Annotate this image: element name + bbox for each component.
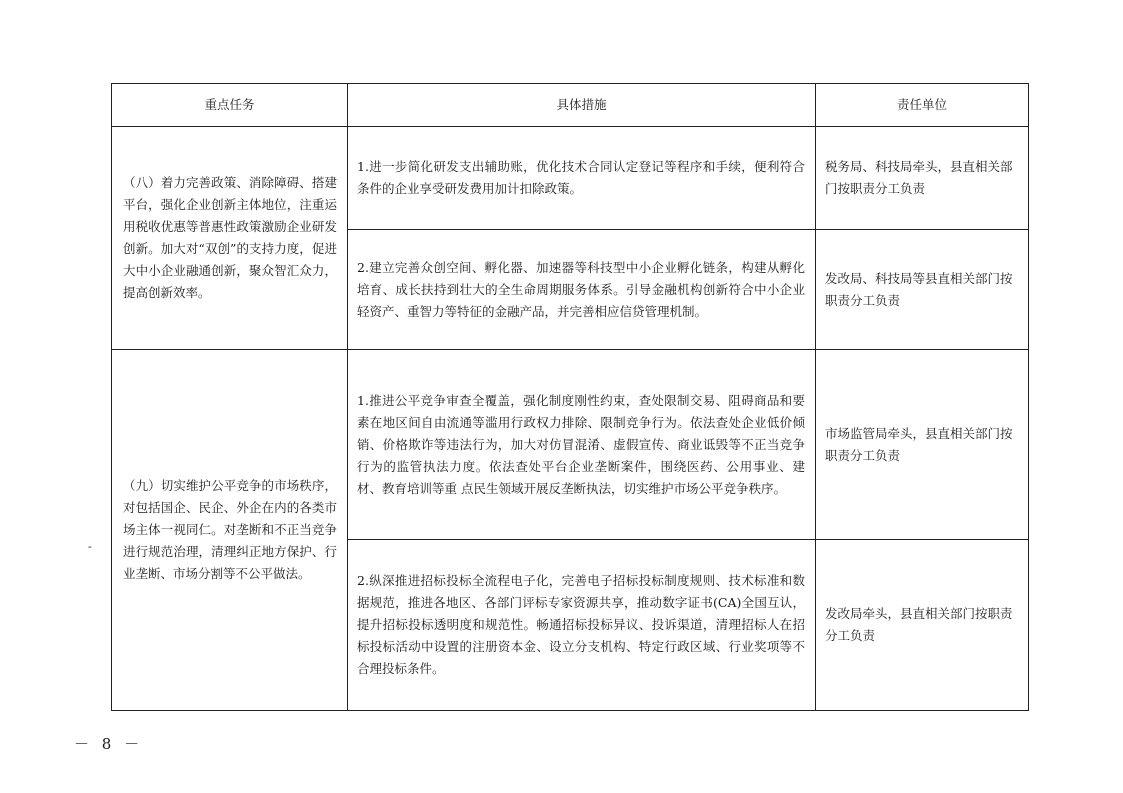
measure-text: 1.进一步简化研发支出辅助账，优化技术合同认定登记等程序和手续，便利符合条件的企业享受研发费用加计扣除政策。	[357, 159, 805, 196]
unit-cell	[816, 540, 1029, 711]
header-responsible-unit: 责任单位	[816, 84, 1029, 127]
measure-cell	[348, 230, 816, 350]
measures-table	[111, 83, 1029, 711]
unit-text: 市场监管局牵头，县直相关部门按职责分工负责	[825, 425, 1013, 463]
task-cell	[112, 350, 348, 711]
table-row	[112, 127, 1029, 230]
unit-text: 发改局牵头，县直相关部门按职责分工负责	[825, 606, 1013, 643]
unit-cell	[816, 350, 1029, 540]
unit-text: 发改局、科技局等县直相关部门按职责分工负责	[825, 270, 1013, 308]
margin-mark: -	[88, 540, 92, 553]
page-number: － 8 －	[74, 735, 144, 753]
measure-cell	[348, 350, 816, 540]
unit-cell	[816, 230, 1029, 350]
measure-text: 2.建立完善众创空间、孵化器、加速器等科技型中小企业孵化链条，构建从孵化培育、成长扶持到壮大的全生命周期服务体系。引导金融机构创新符合中小企业轻资产、重智力等特征的金融产品，并完善相应信贷管理机制。	[357, 259, 805, 319]
measure-text: 2.纵深推进招标投标全流程电子化，完善电子招标投标制度规则、技术标准和数据规范，推进各地区、各部门评标专家资源共享，推动数字证书(CA)全国互认，提升招标投标透明度和规范性。畅通招标投标异议、投诉渠道，清理招标人在招标投标活动中设置的注册资本金、设立分支机构、特定行政区域、行业奖项等不合理投标条件。	[357, 573, 805, 676]
table-row	[112, 350, 1029, 540]
header-measures: 具体措施	[348, 84, 816, 127]
unit-text: 税务局、科技局牵头，县直相关部门按职责分工负责	[825, 159, 1013, 196]
measure-cell	[348, 540, 816, 711]
task-cell	[112, 127, 348, 350]
header-key-task: 重点任务	[112, 84, 348, 127]
measure-text: 1.推进公平竞争审查全覆盖，强化制度刚性约束，查处限制交易、阻碍商品和要素在地区间自由流通等滥用行政权力排除、限制竞争行为。依法查处企业低价倾销、价格欺诈等违法行为，加大对仿冒混淆、虚假宣传、商业诋毁等不正当竞争行为的监管执法力度。依法查处平台企业垄断案件，围绕医药、公用事业、建材、教育培训等重 点民生领域开展反垄断执法，切实维护市场公平竞争秩序。	[357, 392, 805, 496]
task-text: （九）切实维护公平竞争的市场秩序，对包括国企、民企、外企在内的各类市场主体一视同仁。对垄断和不正当竞争进行规范治理，清理纠正地方保护、行业垄断、市场分割等不公平做法。	[123, 478, 337, 581]
task-text: （八）着力完善政策、消除障碍、搭建平台，强化企业创新主体地位，注重运用税收优惠等普惠性政策激励企业研发创新。加大对“双创”的支持力度，促进大中小企业融通创新，聚众智汇众力，提高创新效率。	[123, 175, 337, 300]
measure-cell	[348, 127, 816, 230]
unit-cell	[816, 127, 1029, 230]
table-header-row	[112, 84, 1029, 127]
